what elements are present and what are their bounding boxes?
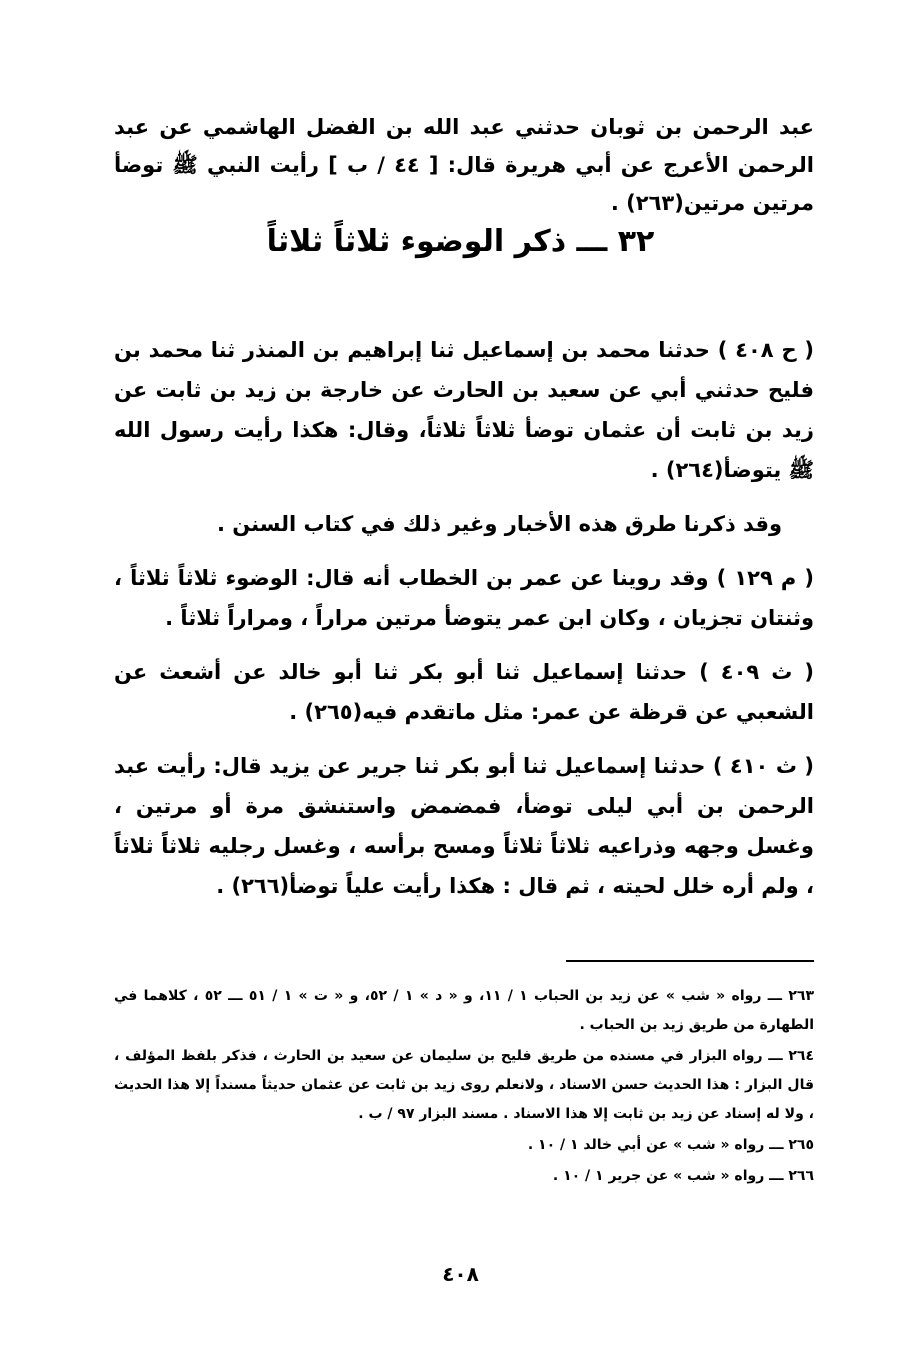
- paragraph-athar-410: ( ث ٤١٠ ) حدثنا إسماعيل ثنا أبو بكر ثنا جرير عن يزيد قال: رأيت عبد الرحمن بن أبي ليلى توضأ، فمضمض واستنشق مرة أو مرتين ، وغسل وجهه وذراعيه ثلاثاً ثلاثاً ومسح برأسه ، وغسل رجليه ثلاثاً ثلاثاً ، ولم أره خلل لحيته ، ثم قال : هكذا رأيت علياً توضأ(٢٦٦) .: [114, 754, 814, 898]
- footnote-divider: [566, 960, 814, 962]
- section-heading: ٣٢ ـــ ذكر الوضوء ثلاثاً ثلاثاً: [266, 224, 655, 259]
- footnote-263: ٢٦٣ ـــ رواه « شب » عن زيد بن الحباب ١ / ١١، و « د » ١ / ٥٢، و « ت » ١ / ٥١ ـــ ٥٢ ، كلاهما في الطهارة من طريق زيد بن الحباب .: [114, 988, 815, 1033]
- footnote-265: ٢٦٥ ـــ رواه « شب » عن أبي خالد ١ / ١٠ .: [527, 1137, 814, 1153]
- intro-paragraph: عبد الرحمن بن ثوبان حدثني عبد الله بن الفضل الهاشمي عن عبد الرحمن الأعرج عن أبي هريرة قال: [ ٤٤ / ب ] رأيت النبي ﷺ توضأ مرتين مرتين(٢٦٣) .: [114, 115, 814, 215]
- paragraph-note-sunan: وقد ذكرنا طرق هذه الأخبار وغير ذلك في كتاب السنن .: [216, 512, 782, 536]
- page-number: ٤٠٨: [442, 1262, 479, 1286]
- paragraph-athar-129: ( م ١٢٩ ) وقد روينا عن عمر بن الخطاب أنه قال: الوضوء ثلاثاً ثلاثاً ، وثنتان تجزيان ، وكان ابن عمر يتوضأ مرتين مراراً ، ومراراً ثلاثاً .: [114, 566, 814, 630]
- footnote-266: ٢٦٦ ـــ رواه « شب » عن جرير ١ / ١٠ .: [552, 1168, 814, 1184]
- footnotes: [114, 982, 814, 1193]
- footnote-264: ٢٦٤ ـــ رواه البزار في مسنده من طريق فليح بن سليمان عن سعيد بن الحارث ، فذكر بلفظ المؤلف ، قال البزار : هذا الحديث حسن الاسناد ، ولانعلم روى زيد بن ثابت عن عثمان حديثاً مسنداً إلا هذا الحديث ، ولا له إسناد عن زيد بن ثابت إلا هذا الاسناد . مسند البزار ٩٧ / ب .: [114, 1048, 814, 1122]
- paragraph-hadith-408: ( ح ٤٠٨ ) حدثنا محمد بن إسماعيل ثنا إبراهيم بن المنذر ثنا محمد بن فليح حدثني أبي عن سعيد بن الحارث عن خارجة بن زيد بن ثابت عن زيد بن ثابت أن عثمان توضأ ثلاثاً ثلاثاً، وقال: هكذا رأيت رسول الله ﷺ يتوضأ(٢٦٤) .: [114, 338, 814, 482]
- paragraph-athar-409: ( ث ٤٠٩ ) حدثنا إسماعيل ثنا أبو بكر ثنا أبو خالد عن أشعث عن الشعبي عن قرظة عن عمر: مثل ماتقدم فيه(٢٦٥) .: [114, 660, 815, 724]
- main-text: [114, 330, 814, 920]
